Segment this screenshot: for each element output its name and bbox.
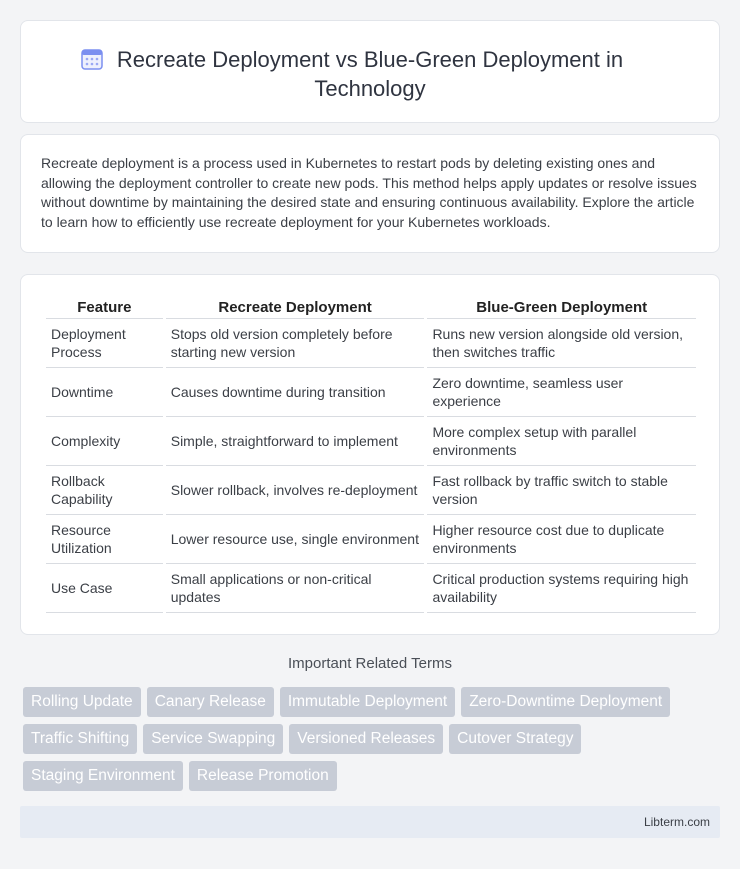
tag-release-promotion[interactable]: Release Promotion: [189, 761, 337, 791]
blue-green-cell: Fast rollback by traffic switch to stable version: [427, 466, 696, 515]
tag-row: [23, 761, 723, 791]
footer-site-link[interactable]: Libterm.com: [643, 815, 710, 829]
recreate-cell: Lower resource use, single environment: [166, 515, 425, 564]
footer: [20, 806, 720, 838]
tag-immutable-deployment[interactable]: Immutable Deployment: [280, 687, 455, 717]
table-row: [46, 319, 696, 368]
recreate-cell: Simple, straightforward to implement: [166, 417, 425, 466]
recreate-cell: Slower rollback, involves re-deployment: [166, 466, 425, 515]
column-header-feature: Feature: [46, 297, 163, 319]
table-row: [46, 564, 696, 613]
tag-cutover-strategy[interactable]: Cutover Strategy: [449, 724, 581, 754]
related-terms-list: [23, 687, 723, 798]
blue-green-cell: More complex setup with parallel environments: [427, 417, 696, 466]
feature-cell: Downtime: [46, 368, 163, 417]
blue-green-cell: Zero downtime, seamless user experience: [427, 368, 696, 417]
table-row: [46, 417, 696, 466]
recreate-cell: Small applications or non-critical updates: [166, 564, 425, 613]
table-header-row: [46, 297, 696, 319]
page-title: Recreate Deployment vs Blue-Green Deployment in Technology: [116, 47, 624, 101]
table-row: [46, 368, 696, 417]
table-row: [46, 515, 696, 564]
feature-cell: Deployment Process: [46, 319, 163, 368]
feature-cell: Resource Utilization: [46, 515, 163, 564]
related-terms-heading: Important Related Terms: [288, 655, 452, 672]
comparison-card: [20, 274, 720, 635]
feature-cell: Rollback Capability: [46, 466, 163, 515]
column-header-recreate: Recreate Deployment: [166, 297, 425, 319]
feature-cell: Complexity: [46, 417, 163, 466]
tag-service-swapping[interactable]: Service Swapping: [143, 724, 283, 754]
blue-green-cell: Critical production systems requiring high availability: [427, 564, 696, 613]
blue-green-cell: Runs new version alongside old version, then switches traffic: [427, 319, 696, 368]
table-row: [46, 466, 696, 515]
blue-green-cell: Higher resource cost due to duplicate environments: [427, 515, 696, 564]
tag-row: [23, 724, 723, 754]
tag-row: [23, 687, 723, 717]
tag-zero-downtime-deployment[interactable]: Zero-Downtime Deployment: [461, 687, 670, 717]
intro-card: [20, 134, 720, 253]
feature-cell: Use Case: [46, 564, 163, 613]
recreate-cell: Causes downtime during transition: [166, 368, 425, 417]
tag-canary-release[interactable]: Canary Release: [147, 687, 274, 717]
recreate-cell: Stops old version completely before starting new version: [166, 319, 425, 368]
tag-staging-environment[interactable]: Staging Environment: [23, 761, 183, 791]
title-card: [20, 20, 720, 123]
tag-versioned-releases[interactable]: Versioned Releases: [289, 724, 443, 754]
tag-rolling-update[interactable]: Rolling Update: [23, 687, 141, 717]
comparison-table: [43, 297, 699, 613]
column-header-blue-green: Blue-Green Deployment: [427, 297, 696, 319]
intro-paragraph: Recreate deployment is a process used in Kubernetes to restart pods by deleting existing ones and allowing the deployment controller to create new pods. This method helps apply updates or resolve issues without downtime by maintaining the desired state and ensuring continuous availability. Explore the article to learn how to efficiently use recreate deployment for your Kubernetes workloads.: [41, 155, 697, 230]
tag-traffic-shifting[interactable]: Traffic Shifting: [23, 724, 137, 754]
